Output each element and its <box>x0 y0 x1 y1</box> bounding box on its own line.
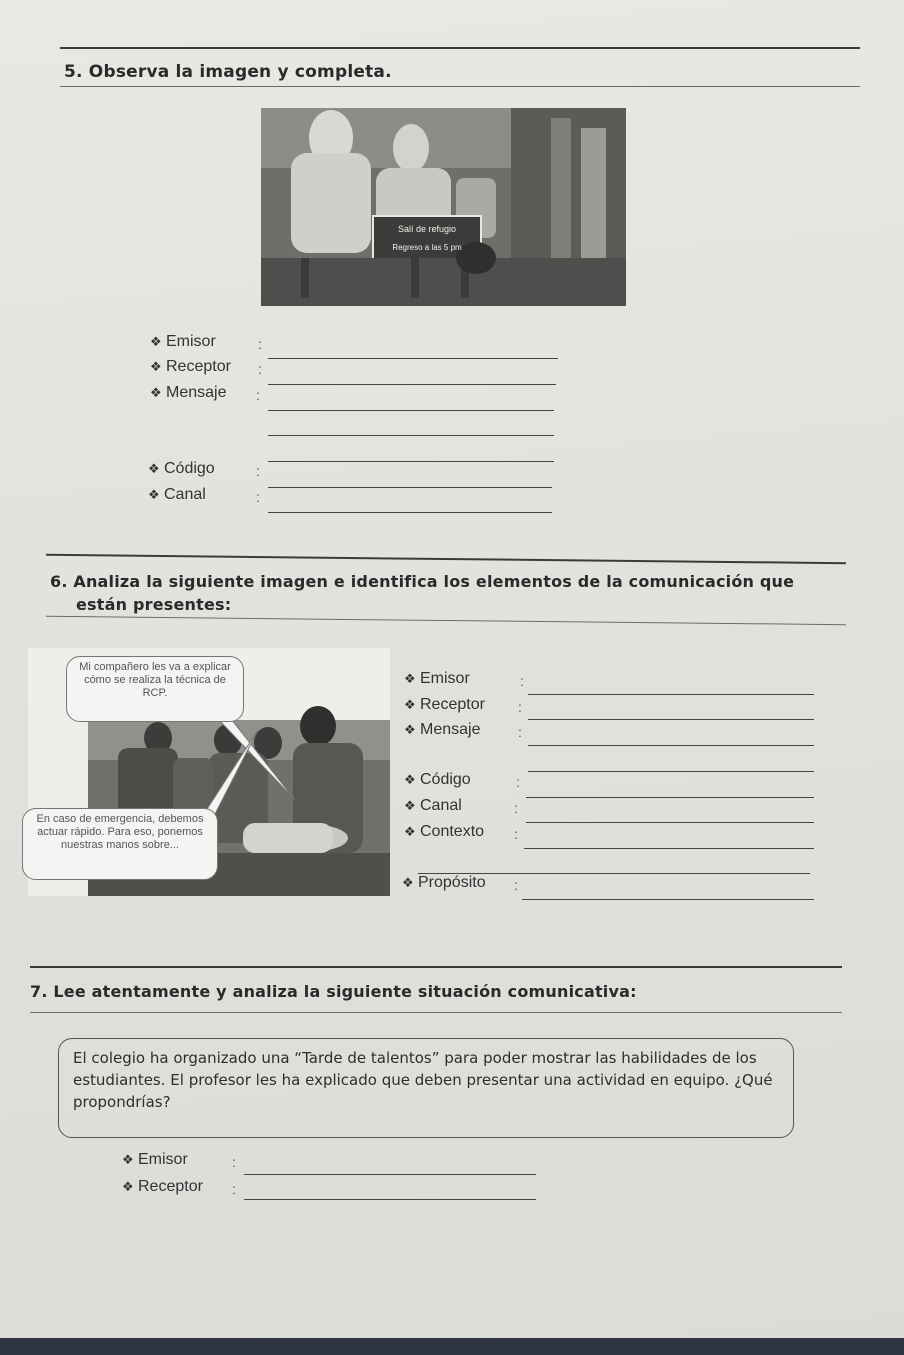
s7-colon: : <box>232 1181 236 1197</box>
s5-receptor-answer-line[interactable] <box>268 384 556 385</box>
section7-bottom-rule <box>30 1012 842 1013</box>
s6-contexto-answer-line[interactable] <box>524 848 814 849</box>
section6-heading-line2: están presentes: <box>76 595 232 614</box>
s5-item-codigo: ❖ Código <box>148 460 215 477</box>
diamond-bullet-icon: ❖ <box>148 487 160 502</box>
s6-item-mensaje: ❖ Mensaje <box>404 721 481 738</box>
s5-mensaje-answer-line-2[interactable] <box>268 435 554 436</box>
sign-text-line2: Regreso a las 5 pm <box>392 243 462 252</box>
s6-receptor-answer-line[interactable] <box>528 719 814 720</box>
diamond-bullet-icon: ❖ <box>148 461 160 476</box>
s6-colon: : <box>514 877 518 893</box>
s5-colon: : <box>256 387 260 403</box>
s5-item-receptor: ❖ Receptor <box>150 358 231 375</box>
sign-text-line1: Salí de refugio <box>397 224 457 234</box>
diamond-bullet-icon: ❖ <box>150 385 162 400</box>
s7-emisor-answer-line[interactable] <box>244 1174 536 1175</box>
table-surface-edge <box>0 1338 904 1355</box>
s6-proposito-answer-line[interactable] <box>522 899 814 900</box>
diamond-bullet-icon: ❖ <box>404 772 416 787</box>
s7-item-emisor: ❖ Emisor <box>122 1151 188 1168</box>
section5-bottom-rule <box>60 86 860 87</box>
speech-bubble-top: Mi compañero les va a explicar cómo se realiza la técnica de RCP. <box>66 656 244 722</box>
s6-item-contexto: ❖ Contexto <box>404 823 485 840</box>
section7-top-rule <box>30 966 842 968</box>
s5-item-canal: ❖ Canal <box>148 486 206 503</box>
diamond-bullet-icon: ❖ <box>404 671 416 686</box>
s6-mensaje-answer-line[interactable] <box>528 745 814 746</box>
s5-mensaje-answer-line[interactable] <box>268 410 554 411</box>
s6-mensaje-answer-line-2[interactable] <box>528 771 814 772</box>
s7-item-receptor: ❖ Receptor <box>122 1178 203 1195</box>
refugio-photo <box>261 108 626 306</box>
s5-colon: : <box>258 361 262 377</box>
s5-colon: : <box>256 489 260 505</box>
s7-colon: : <box>232 1154 236 1170</box>
s6-canal-answer-line[interactable] <box>526 822 814 823</box>
diamond-bullet-icon: ❖ <box>404 722 416 737</box>
s6-item-codigo: ❖ Código <box>404 771 471 788</box>
scenario-box: El colegio ha organizado una “Tarde de talentos” para poder mostrar las habilidades de los estudiantes. El profesor les ha explicado que deben presentar una actividad en equipo. ¿Qué propondrías? <box>58 1038 794 1138</box>
diamond-bullet-icon: ❖ <box>122 1152 134 1167</box>
diamond-bullet-icon: ❖ <box>150 359 162 374</box>
diamond-bullet-icon: ❖ <box>150 334 162 349</box>
s6-emisor-answer-line[interactable] <box>528 694 814 695</box>
s6-item-proposito: ❖ Propósito <box>402 874 486 891</box>
s5-emisor-answer-line[interactable] <box>268 358 558 359</box>
diamond-bullet-icon: ❖ <box>404 798 416 813</box>
s5-colon: : <box>258 336 262 352</box>
s6-codigo-answer-line[interactable] <box>526 797 814 798</box>
section6-top-rule <box>46 554 846 564</box>
s5-colon: : <box>256 463 260 479</box>
section6-heading-line1: 6. Analiza la siguiente imagen e identifica los elementos de la comunicación que <box>50 572 795 591</box>
section6-bottom-rule <box>46 616 846 625</box>
s7-receptor-answer-line[interactable] <box>244 1199 536 1200</box>
speech-bubble-bottom: En caso de emergencia, debemos actuar rápido. Para eso, ponemos nuestras manos sobre... <box>22 808 218 880</box>
section5-top-rule <box>60 47 860 49</box>
section5-heading: 5. Observa la imagen y completa. <box>64 62 392 82</box>
s5-item-emisor: ❖ Emisor <box>150 333 216 350</box>
s5-item-mensaje: ❖ Mensaje <box>150 384 227 401</box>
diamond-bullet-icon: ❖ <box>402 875 414 890</box>
diamond-bullet-icon: ❖ <box>404 824 416 839</box>
s6-colon: : <box>518 724 522 740</box>
diamond-bullet-icon: ❖ <box>122 1179 134 1194</box>
s6-colon: : <box>514 800 518 816</box>
refugio-photo-svg <box>261 108 626 306</box>
s6-colon: : <box>514 826 518 842</box>
s5-canal-answer-line[interactable] <box>268 512 552 513</box>
diamond-bullet-icon: ❖ <box>404 697 416 712</box>
s6-item-emisor: ❖ Emisor <box>404 670 470 687</box>
s6-item-receptor: ❖ Receptor <box>404 696 485 713</box>
s6-item-canal: ❖ Canal <box>404 797 462 814</box>
s6-colon: : <box>516 774 520 790</box>
s6-colon: : <box>518 699 522 715</box>
s5-codigo-answer-line[interactable] <box>268 487 552 488</box>
section7-heading: 7. Lee atentamente y analiza la siguiente situación comunicativa: <box>30 982 637 1001</box>
s5-mensaje-answer-line-3[interactable] <box>268 461 554 462</box>
s6-colon: : <box>520 673 524 689</box>
